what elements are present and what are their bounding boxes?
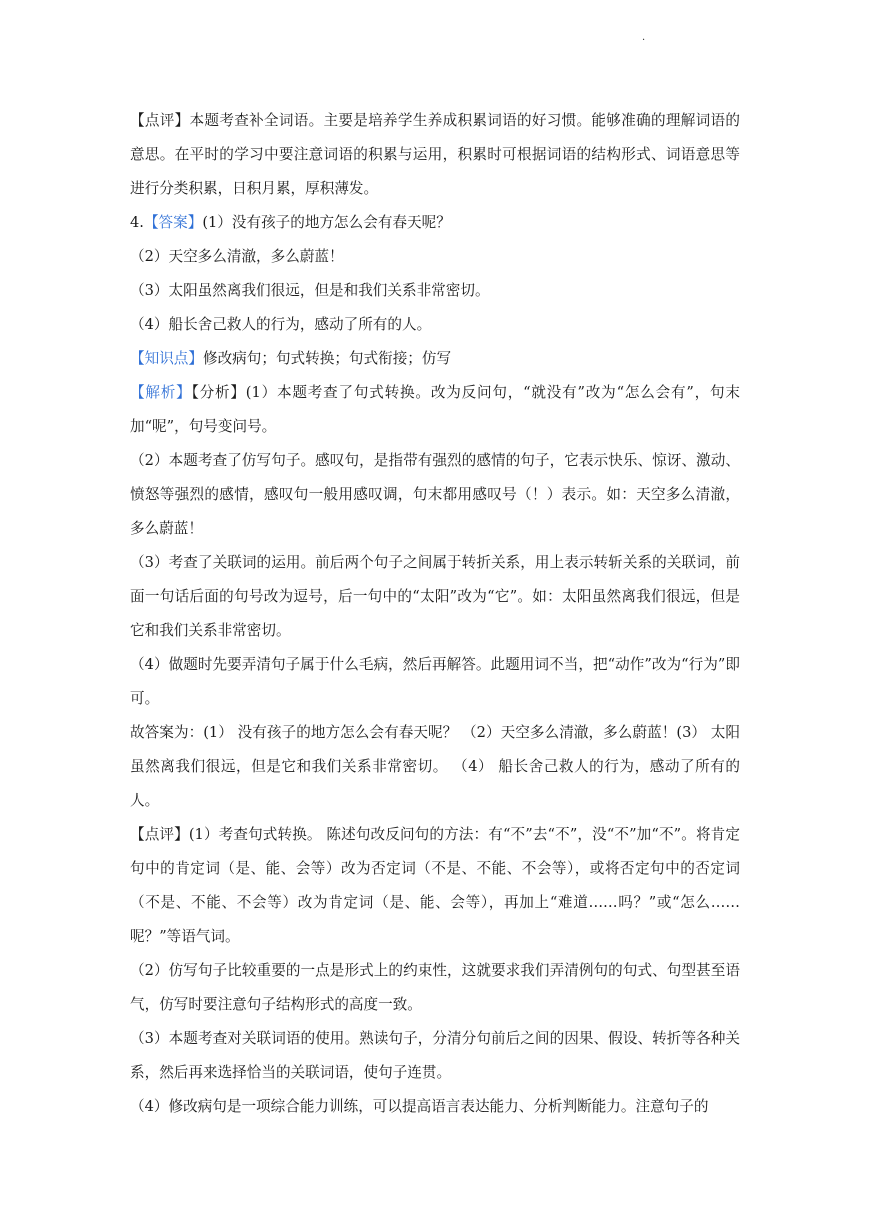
comment2-paragraph-4: （4）修改病句是一项综合能力训练，可以提高语言表达能力、分析判断能力。注意句子的	[130, 1098, 709, 1115]
analysis-paragraph-4: （4）做题时先要弄清句子属于什么毛病，然后再解答。此题用词不当，把“动作”改为“行为”即可。	[130, 656, 740, 707]
answer-item-3: （3）太阳虽然离我们很远，但是和我们关系非常密切。	[130, 282, 490, 299]
document-body	[130, 104, 740, 1124]
comment-text: 本题考查补全词语。主要是培养学生养成积累词语的好习惯。能够准确的理解词语的意思。在平时的学习中要注意词语的积累与运用，积累时可根据词语的结构形式、词语意思等进行分类积累，日积月累，厚积薄发。	[130, 112, 740, 197]
question-number: 4.	[130, 214, 144, 231]
analysis-sub-tag: 【分析】	[191, 384, 246, 401]
analysis-paragraph-2: （2）本题考查了仿写句子。感叹句，是指带有强烈的感情的句子，它表示快乐、惊讶、激动、愤怒等强烈的感情，感叹句一般用感叹调，句末都用感叹号（！）表示。如：天空多么清澈，多么蔚蓝！	[130, 452, 740, 537]
answer-item-1: (1）没有孩子的地方怎么会有春天呢？	[202, 214, 451, 231]
comment2-tag: 【点评】	[130, 826, 189, 843]
analysis-text-1: (1）本题考查了句式转换。改为反问句，“就没有”改为“怎么会有”，句末加“呢”，句号变问号。	[130, 384, 740, 435]
comment-tag: 【点评】	[130, 112, 190, 129]
comment-paragraph	[130, 104, 740, 206]
comment2-paragraph-2: （2）仿写句子比较重要的一点是形式上的约束性，这就要求我们弄清例句的句式、句型甚至语气，仿写时要注意句子结构形式的高度一致。	[130, 962, 740, 1013]
answer-item-2: （2）天空多么清澈，多么蔚蓝！	[130, 248, 344, 265]
knowledge-text: 修改病句；句式转换；句式衔接；仿写	[202, 350, 452, 367]
comment2-paragraph-3: （3）本题考查对关联词语的使用。熟读句子，分清分句前后之间的因果、假设、转折等各种关系，然后再来选择恰当的关联词语，使句子连贯。	[130, 1030, 740, 1081]
answer-conclusion: 故答案为：(1） 没有孩子的地方怎么会有春天呢？ （2）天空多么清澈，多么蔚蓝！(3） 太阳虽然离我们很远，但是它和我们关系非常密切。 （4） 船长舍己救人的行为，感动了所有的人。	[130, 724, 740, 809]
knowledge-tag: 【知识点】	[130, 350, 203, 367]
answer-item-4: （4）船长舍己救人的行为，感动了所有的人。	[130, 316, 432, 333]
comment2-text-1: (1）考查句式转换。 陈述句改反问句的方法：有“不”去“不”，没“不”加“不”。将肯定句中的肯定词（是、能、会等）改为否定词（不是、不能、不会等），或将否定句中的否定词（不是、不能、不会等）改为肯定词（是、能、会等），再加上“难道……吗？”或“怎么……呢？”等语气词。	[130, 826, 740, 945]
header-mark: ·	[642, 35, 646, 46]
knowledge-paragraph	[130, 342, 740, 376]
comment2-paragraph-1	[130, 818, 740, 954]
analysis-tag: 【解析】	[130, 384, 192, 401]
answer-tag: 【答案】	[143, 214, 203, 231]
analysis-paragraph-3: （3）考查了关联词的运用。前后两个句子之间属于转折关系，用上表示转斩关系的关联词，前面一句话后面的句号改为逗号，后一句中的“太阳”改为“它”。如：太阳虽然离我们很远，但是它和我们关系非常密切。	[130, 554, 740, 639]
analysis-paragraph-1	[130, 376, 740, 444]
answer-paragraph	[130, 206, 740, 240]
